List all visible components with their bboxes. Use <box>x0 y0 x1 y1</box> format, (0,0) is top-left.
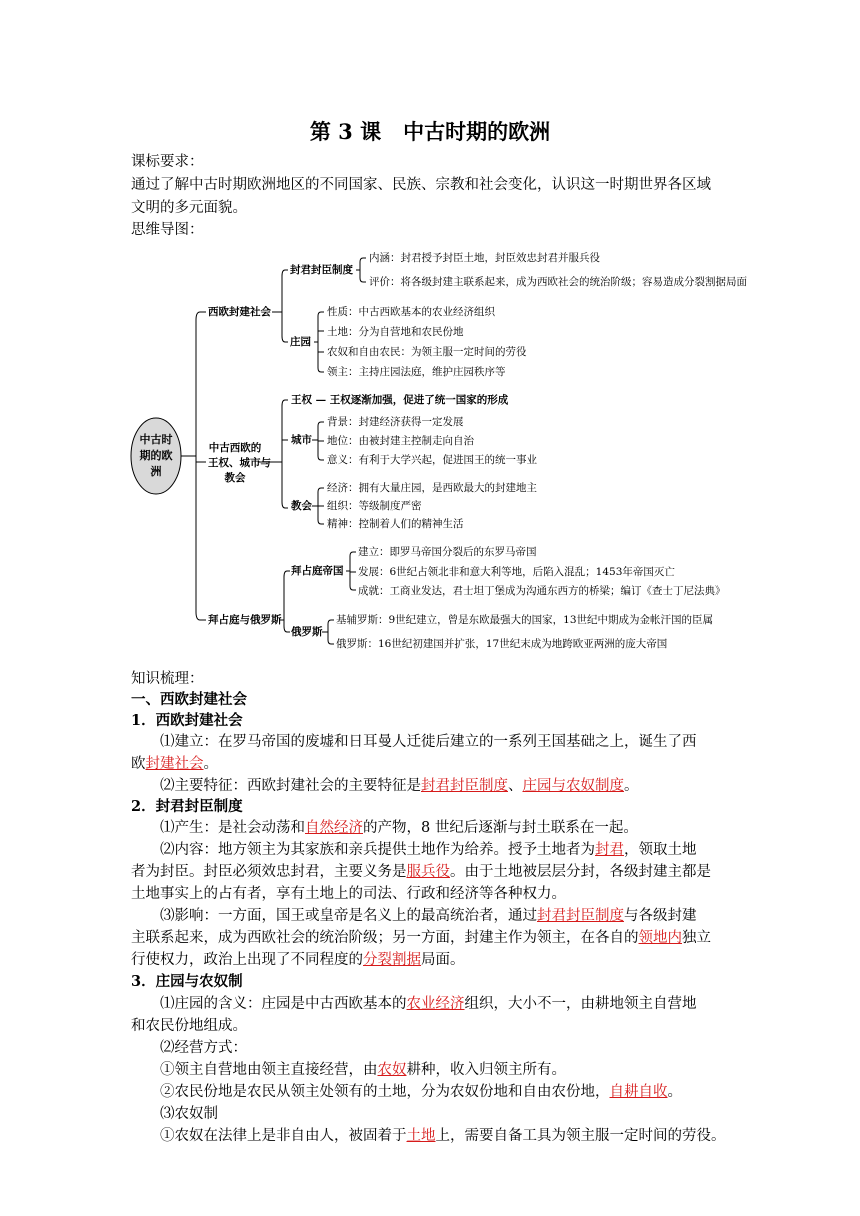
page-title: 第 3 课 中古时期的欧洲 <box>309 119 551 144</box>
paragraph: 行使权力，政治上出现了不同程度的分裂割据局面。 <box>131 952 465 968</box>
mindmap-node-city: 城市 <box>291 434 312 446</box>
mindmap-node-russia: 俄罗斯 <box>291 626 323 638</box>
section-heading: 一、西欧封建社会 <box>131 691 247 708</box>
mindmap-leaf: 意义：有利于大学兴起，促进国王的统一事业 <box>327 454 537 466</box>
paragraph: 欧封建社会。 <box>131 756 218 772</box>
mindmap-node-manor: 庄园 <box>290 336 311 348</box>
mindmap-leaf: 评价：将各级封建主联系起来，成为西欧社会的统治阶级；容易造成分裂割据局面 <box>369 276 747 288</box>
mindmap-branch-byzantium-russia: 拜占庭与俄罗斯 <box>208 614 282 626</box>
paragraph: ①领主自营地由领主直接经营，由农奴耕种，收入归领主所有。 <box>160 1062 566 1078</box>
mindmap-leaf: 发展：6世纪占领北非和意大利等地，后陷入混乱；1453年帝国灭亡 <box>358 566 675 578</box>
paragraph: ⑵内容：地方领主为其家族和亲兵提供土地作为给养。授予土地者为封君，领取土地 <box>160 842 697 858</box>
mindmap-leaf: 建立：即罗马帝国分裂后的东罗马帝国 <box>358 546 537 558</box>
mindmap-leaf: 背景：封建经济获得一定发展 <box>327 416 464 428</box>
paragraph: 和农民份地组成。 <box>131 1018 247 1034</box>
standard-text-1: 通过了解中古时期欧洲地区的不同国家、民族、宗教和社会变化，认识这一时期世界各区域 <box>131 177 711 193</box>
mindmap-leaf: 性质：中古西欧基本的农业经济组织 <box>327 306 495 318</box>
subsection-heading: 1．西欧封建社会 <box>131 712 243 729</box>
mindmap-leaf: 农奴和自由农民：为领主服一定时间的劳役 <box>327 346 527 358</box>
mindmap-leaf: 组织：等级制度严密 <box>327 500 422 512</box>
mindmap-label: 思维导图： <box>131 222 204 238</box>
paragraph: ⑶影响：一方面，国王或皇帝是名义上的最高统治者，通过封君封臣制度与各级封建 <box>160 908 697 924</box>
mindmap-branch-feudal: 西欧封建社会 <box>208 306 271 318</box>
mindmap-root: 中古时 期的欧 洲 <box>139 433 173 478</box>
mindmap-leaf: 俄罗斯：16世纪初建国并扩张，17世纪末成为地跨欧亚两洲的庞大帝国 <box>336 638 668 650</box>
mindmap-node-kingship: 王权 — 王权逐渐加强，促进了统一国家的形成 <box>291 394 509 406</box>
mindmap-leaf: 成就：工商业发达，君士坦丁堡成为沟通东西方的桥梁；编订《查士丁尼法典》 <box>358 585 726 597</box>
paragraph: 者为封臣。封臣必须效忠封君，主要义务是服兵役。由于土地被层层分封，各级封建主都是 <box>131 864 711 880</box>
standard-label: 课标要求： <box>131 154 204 170</box>
mindmap-leaf: 内涵：封君授予封臣土地，封臣效忠封君并服兵役 <box>369 252 600 264</box>
mindmap-node-vassalage: 封君封臣制度 <box>290 264 353 276</box>
mindmap-leaf: 精神：控制着人们的精神生活 <box>327 518 464 530</box>
paragraph: ⑶农奴制 <box>160 1106 218 1122</box>
paragraph: ②农民份地是农民从领主处领有的土地，分为农奴份地和自由农份地，自耕自收。 <box>160 1084 682 1100</box>
mindmap-branch-kingship: 中古西欧的 王权、城市与 教会 <box>208 442 271 484</box>
mindmap-leaf: 基辅罗斯：9世纪建立，曾是东欧最强大的国家，13世纪中期成为金帐汗国的臣属 <box>336 614 714 626</box>
paragraph: ⑴庄园的含义：庄园是中古西欧基本的农业经济组织，大小不一，由耕地领主自营地 <box>160 996 697 1012</box>
mindmap-leaf: 经济：拥有大量庄园，是西欧最大的封建地主 <box>327 482 537 494</box>
paragraph: 土地事实上的占有者，享有土地上的司法、行政和经济等各种权力。 <box>131 886 566 902</box>
paragraph: ⑴建立：在罗马帝国的废墟和日耳曼人迁徙后建立的一系列王国基础之上，诞生了西 <box>160 734 697 750</box>
subsection-heading: 2．封君封臣制度 <box>131 798 243 815</box>
paragraph: ⑵主要特征：西欧封建社会的主要特征是封君封臣制度、庄园与农奴制度。 <box>160 778 639 794</box>
knowledge-label: 知识梳理： <box>131 671 204 687</box>
paragraph: ①农奴在法律上是非自由人，被固着于土地上，需要自备工具为领主服一定时间的劳役。 <box>160 1128 726 1144</box>
mindmap-node-church: 教会 <box>291 500 312 512</box>
mindmap-leaf: 土地：分为自营地和农民份地 <box>327 326 464 338</box>
mindmap-node-byzantium: 拜占庭帝国 <box>291 565 344 577</box>
subsection-heading: 3．庄园与农奴制 <box>131 973 243 990</box>
paragraph: ⑵经营方式： <box>160 1040 247 1056</box>
mindmap-leaf: 地位：由被封建主控制走向自治 <box>327 435 474 447</box>
paragraph: 主联系起来，成为西欧社会的统治阶级；另一方面，封建主作为领主，在各自的领地内独立 <box>131 930 711 946</box>
standard-text-2: 文明的多元面貌。 <box>131 200 247 216</box>
mindmap-leaf: 领主：主持庄园法庭，维护庄园秩序等 <box>327 366 506 378</box>
paragraph: ⑴产生：是社会动荡和自然经济的产物，8 世纪后逐渐与封土联系在一起。 <box>160 820 638 836</box>
